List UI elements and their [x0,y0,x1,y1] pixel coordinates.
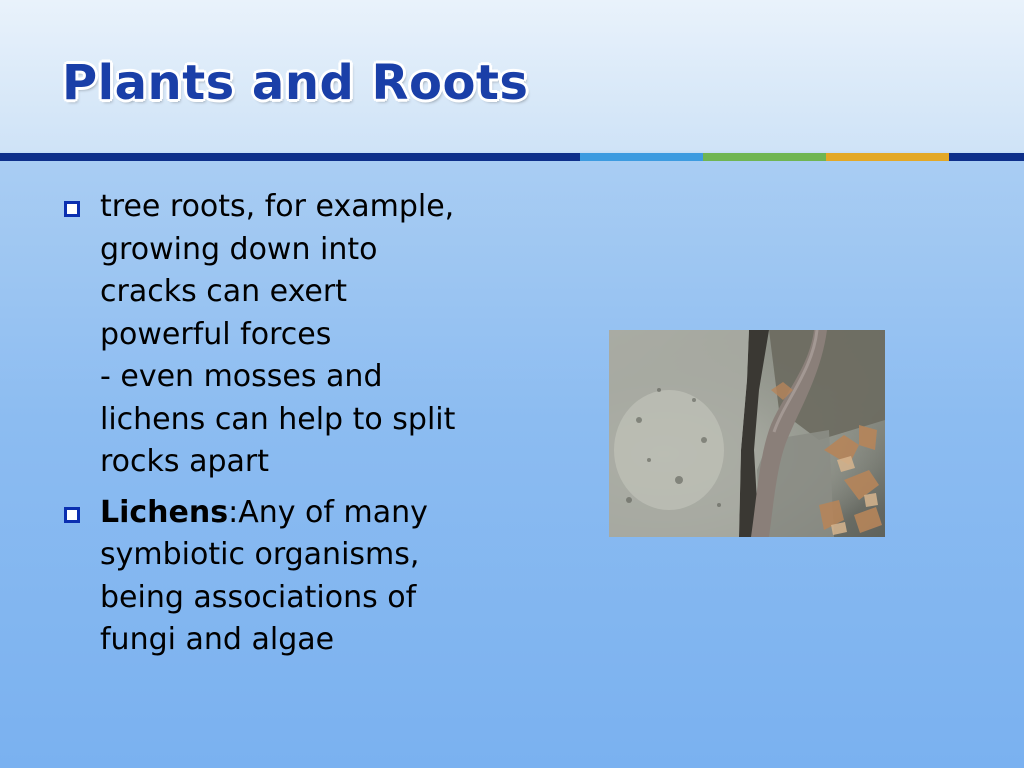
slide-title: Plants and Roots [62,55,529,111]
divider-segment-navy-end [949,153,1024,161]
divider-segment-blue [580,153,703,161]
tree-root-rock-photo [609,330,885,537]
divider-segment-gold [826,153,949,161]
title-divider-bar [0,153,1024,161]
bullet-list [62,186,522,670]
divider-segment-navy [0,153,580,161]
bullet-text: tree roots, for example, growing down into cracks can exert powerful forces - even mosses and lichens can help to split rocks apart [100,189,456,479]
bullet-item-lichens [62,492,522,662]
lichens-term: Lichens [100,494,229,530]
photo-illustration [609,330,885,537]
divider-segment-green [703,153,826,161]
bullet-square-icon [64,201,80,217]
bullet-item-tree-roots [62,186,522,484]
bullet-square-icon [64,507,80,523]
bullet-text: Lichens:Any of many symbiotic organisms, being associations of fungi and algae [100,494,428,657]
